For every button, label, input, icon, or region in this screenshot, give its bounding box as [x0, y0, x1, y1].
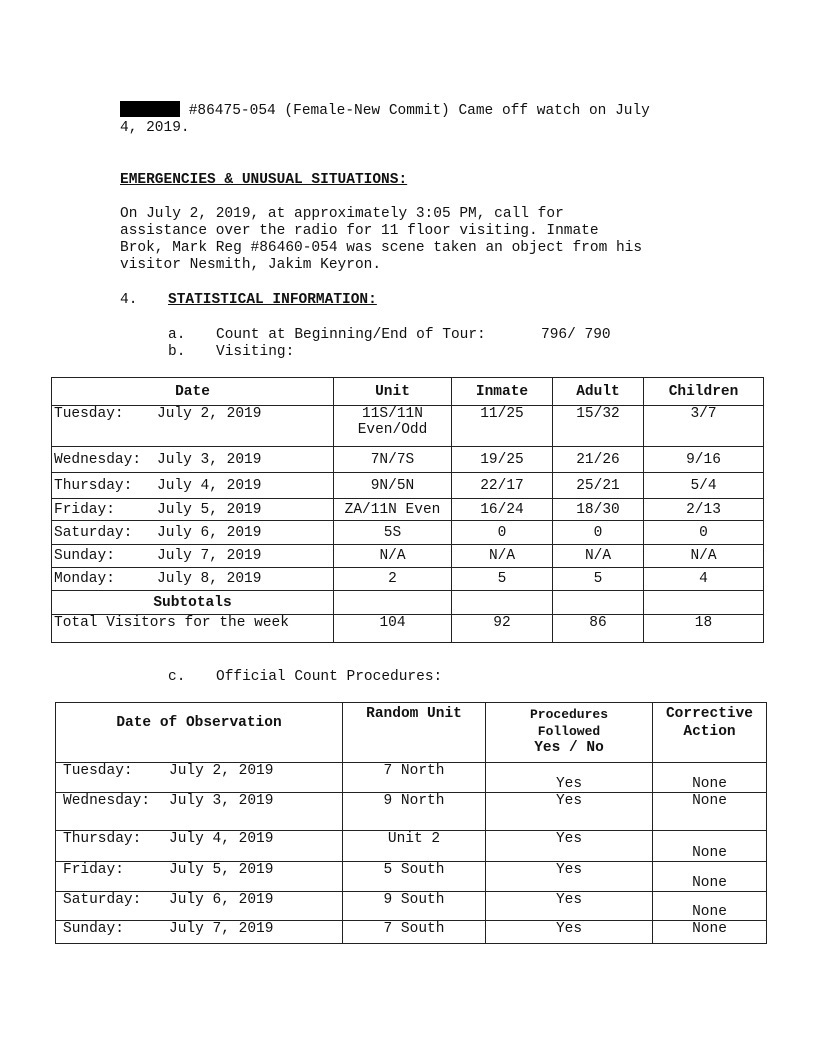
row-adult: 5 — [553, 568, 644, 591]
row-children: 9/16 — [644, 447, 764, 473]
header-date-of-observation: Date of Observation — [56, 703, 343, 763]
row-unit: ZA/11N Even — [334, 499, 452, 521]
table-row — [52, 473, 764, 499]
obs-unit: 7 South — [343, 921, 486, 944]
emergencies-line-4: visitor Nesmith, Jakim Keyron. — [120, 257, 382, 273]
obs-action: None — [653, 793, 767, 831]
table-row — [52, 406, 764, 447]
obs-followed: Yes — [486, 862, 653, 892]
obs-unit: 9 South — [343, 892, 486, 921]
emergencies-heading: EMERGENCIES & UNUSUAL SITUATIONS: — [120, 172, 408, 188]
obs-unit: Unit 2 — [343, 831, 486, 862]
intro-text: #86475-054 (Female-New Commit) Came off watch on July — [180, 103, 650, 119]
obs-date: Saturday: July 6, 2019 — [56, 892, 343, 921]
table-row — [52, 521, 764, 545]
obs-followed: Yes — [486, 892, 653, 921]
item-c-text: Official Count Procedures: — [216, 669, 443, 685]
obs-date: Friday: July 5, 2019 — [56, 862, 343, 892]
row-date: Saturday: July 6, 2019 — [52, 521, 334, 545]
total-label: Total Visitors for the week — [52, 615, 334, 643]
obs-date: Sunday: July 7, 2019 — [56, 921, 343, 944]
emergencies-line-3: Brok, Mark Reg #86460-054 was scene taken an object from his — [120, 240, 643, 256]
obs-date: Thursday: July 4, 2019 — [56, 831, 343, 862]
visiting-header-row — [52, 378, 764, 406]
row-unit: 11S/11N Even/Odd — [334, 406, 452, 447]
table-row — [52, 568, 764, 591]
obs-action: None — [653, 831, 767, 862]
item-a-text: Count at Beginning/End of Tour: — [216, 327, 486, 343]
table-row — [52, 545, 764, 568]
row-children: 0 — [644, 521, 764, 545]
header-adult: Adult — [553, 378, 644, 406]
table-row — [56, 862, 767, 892]
row-children: 4 — [644, 568, 764, 591]
emergencies-line-1: On July 2, 2019, at approximately 3:05 PM, call for — [120, 206, 564, 222]
procedures-header-row — [56, 703, 767, 763]
row-unit: 5S — [334, 521, 452, 545]
table-row — [52, 447, 764, 473]
row-date: Wednesday: July 3, 2019 — [52, 447, 334, 473]
obs-action: None — [653, 862, 767, 892]
header-procedures-followed: Procedures Followed Yes / No — [486, 703, 653, 763]
obs-date: Wednesday: July 3, 2019 — [56, 793, 343, 831]
row-adult: 0 — [553, 521, 644, 545]
row-inmate: 5 — [452, 568, 553, 591]
count-procedures-table — [55, 702, 767, 944]
header-children: Children — [644, 378, 764, 406]
row-children: 2/13 — [644, 499, 764, 521]
item-c-label: c. — [168, 669, 186, 685]
row-inmate: 11/25 — [452, 406, 553, 447]
row-date: Tuesday: July 2, 2019 — [52, 406, 334, 447]
obs-followed: Yes — [486, 793, 653, 831]
subtotals-label: Subtotals — [52, 591, 334, 615]
obs-unit: 5 South — [343, 862, 486, 892]
table-row — [56, 763, 767, 793]
subtotals-row — [52, 591, 764, 615]
item-a-label: a. — [168, 327, 186, 343]
table-row — [56, 793, 767, 831]
row-unit: N/A — [334, 545, 452, 568]
row-date: Friday: July 5, 2019 — [52, 499, 334, 521]
obs-unit: 7 North — [343, 763, 486, 793]
visiting-table — [51, 377, 764, 643]
row-inmate: 19/25 — [452, 447, 553, 473]
row-children: N/A — [644, 545, 764, 568]
row-date: Thursday: July 4, 2019 — [52, 473, 334, 499]
item-b-text: Visiting: — [216, 344, 295, 360]
totals-row — [52, 615, 764, 643]
total-adult: 86 — [553, 615, 644, 643]
intro-line-2: 4, 2019. — [120, 120, 190, 136]
item-a-value: 796/ 790 — [541, 327, 611, 343]
row-unit: 9N/5N — [334, 473, 452, 499]
header-date: Date — [52, 378, 334, 406]
row-unit: 2 — [334, 568, 452, 591]
statistical-heading: STATISTICAL INFORMATION: — [168, 292, 377, 308]
row-adult: 21/26 — [553, 447, 644, 473]
total-inmate: 92 — [452, 615, 553, 643]
obs-action: None — [653, 763, 767, 793]
table-row — [52, 499, 764, 521]
header-inmate: Inmate — [452, 378, 553, 406]
row-adult: N/A — [553, 545, 644, 568]
header-corrective-action: Corrective Action — [653, 703, 767, 763]
total-children: 18 — [644, 615, 764, 643]
obs-date: Tuesday: July 2, 2019 — [56, 763, 343, 793]
header-unit: Unit — [334, 378, 452, 406]
row-date: Sunday: July 7, 2019 — [52, 545, 334, 568]
row-inmate: N/A — [452, 545, 553, 568]
table-row — [56, 892, 767, 921]
section-number: 4. — [120, 292, 138, 308]
obs-followed: Yes — [486, 763, 653, 793]
redaction-block — [120, 101, 180, 117]
intro-line-1 — [120, 101, 650, 120]
row-date: Monday: July 8, 2019 — [52, 568, 334, 591]
obs-action: None — [653, 892, 767, 921]
row-inmate: 16/24 — [452, 499, 553, 521]
obs-unit: 9 North — [343, 793, 486, 831]
header-random-unit: Random Unit — [343, 703, 486, 763]
row-adult: 25/21 — [553, 473, 644, 499]
row-unit: 7N/7S — [334, 447, 452, 473]
row-inmate: 0 — [452, 521, 553, 545]
obs-followed: Yes — [486, 831, 653, 862]
item-b-label: b. — [168, 344, 186, 360]
row-adult: 15/32 — [553, 406, 644, 447]
row-children: 5/4 — [644, 473, 764, 499]
obs-followed: Yes — [486, 921, 653, 944]
obs-action: None — [653, 921, 767, 944]
emergencies-line-2: assistance over the radio for 11 floor visiting. Inmate — [120, 223, 599, 239]
table-row — [56, 831, 767, 862]
row-adult: 18/30 — [553, 499, 644, 521]
table-row — [56, 921, 767, 944]
row-inmate: 22/17 — [452, 473, 553, 499]
row-children: 3/7 — [644, 406, 764, 447]
total-unit: 104 — [334, 615, 452, 643]
